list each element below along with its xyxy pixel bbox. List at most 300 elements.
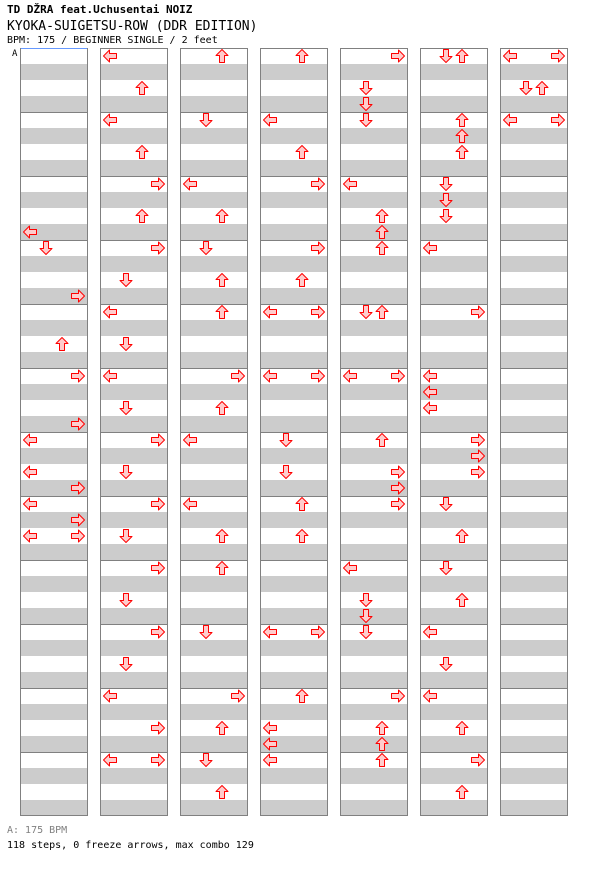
step-arrow-left-icon <box>262 368 278 384</box>
step-arrow-left-icon <box>422 240 438 256</box>
beat-band <box>100 64 168 80</box>
measure-line <box>180 112 248 113</box>
beat-band <box>260 64 328 80</box>
step-arrow-down-icon <box>118 464 134 480</box>
step-arrow-up-icon <box>294 144 310 160</box>
step-arrow-left-icon <box>262 736 278 752</box>
step-arrow-up-icon <box>294 528 310 544</box>
beat-band <box>20 352 88 368</box>
measure-line <box>500 240 568 241</box>
step-arrow-right-icon <box>70 528 86 544</box>
step-arrow-down-icon <box>198 240 214 256</box>
step-arrow-down-icon <box>438 560 454 576</box>
beat-band <box>100 448 168 464</box>
step-arrow-up-icon <box>214 528 230 544</box>
beat-band <box>180 448 248 464</box>
step-arrow-right-icon <box>150 720 166 736</box>
step-arrow-right-icon <box>390 480 406 496</box>
beat-band <box>500 608 568 624</box>
chart-info: BPM: 175 / BEGINNER SINGLE / 2 feet <box>7 35 218 46</box>
measure-line <box>500 624 568 625</box>
step-arrow-down-icon <box>118 336 134 352</box>
step-arrow-up-icon <box>294 688 310 704</box>
step-arrow-up-icon <box>454 128 470 144</box>
measure-line <box>420 496 488 497</box>
beat-band <box>100 512 168 528</box>
beat-band <box>20 576 88 592</box>
step-arrow-left-icon <box>262 752 278 768</box>
measure-line <box>20 240 88 241</box>
step-arrow-left-icon <box>502 48 518 64</box>
step-arrow-right-icon <box>390 368 406 384</box>
beat-band <box>340 160 408 176</box>
step-arrow-right-icon <box>470 432 486 448</box>
step-arrow-left-icon <box>102 688 118 704</box>
step-arrow-right-icon <box>150 496 166 512</box>
beat-band <box>260 96 328 112</box>
step-arrow-right-icon <box>70 512 86 528</box>
beat-band <box>420 288 488 304</box>
step-arrow-down-icon <box>198 112 214 128</box>
step-arrow-down-icon <box>438 496 454 512</box>
beat-band <box>100 800 168 816</box>
measure-line <box>500 496 568 497</box>
beat-band <box>420 640 488 656</box>
step-arrow-right-icon <box>550 112 566 128</box>
step-arrow-right-icon <box>230 688 246 704</box>
step-arrow-right-icon <box>150 624 166 640</box>
step-arrow-down-icon <box>438 656 454 672</box>
measure-line <box>260 432 328 433</box>
beat-band <box>20 704 88 720</box>
measure-line <box>340 112 408 113</box>
measure-line <box>500 176 568 177</box>
beat-band <box>500 288 568 304</box>
step-arrow-up-icon <box>374 208 390 224</box>
measure-line <box>500 752 568 753</box>
step-arrow-right-icon <box>470 752 486 768</box>
beat-band <box>340 288 408 304</box>
beat-band <box>340 128 408 144</box>
beat-band <box>260 608 328 624</box>
beat-band <box>420 224 488 240</box>
step-arrow-right-icon <box>70 416 86 432</box>
step-arrow-down-icon <box>38 240 54 256</box>
step-arrow-left-icon <box>182 496 198 512</box>
beat-band <box>500 576 568 592</box>
step-arrow-left-icon <box>102 368 118 384</box>
beat-band <box>20 736 88 752</box>
beat-band <box>20 192 88 208</box>
step-arrow-left-icon <box>22 496 38 512</box>
step-arrow-down-icon <box>358 608 374 624</box>
measure-line <box>180 240 248 241</box>
step-arrow-left-icon <box>342 368 358 384</box>
beat-band <box>100 192 168 208</box>
step-arrow-left-icon <box>342 176 358 192</box>
step-arrow-left-icon <box>422 384 438 400</box>
step-arrow-down-icon <box>438 176 454 192</box>
beat-band <box>100 128 168 144</box>
beat-band <box>260 224 328 240</box>
step-arrow-left-icon <box>422 624 438 640</box>
beat-band <box>100 352 168 368</box>
beat-band <box>180 800 248 816</box>
beat-band <box>420 512 488 528</box>
step-arrow-up-icon <box>374 224 390 240</box>
beat-band <box>500 352 568 368</box>
step-arrow-right-icon <box>150 432 166 448</box>
bpm-change-line <box>21 48 87 49</box>
step-arrow-up-icon <box>374 304 390 320</box>
beat-band <box>500 640 568 656</box>
step-arrow-left-icon <box>422 368 438 384</box>
beat-band <box>260 384 328 400</box>
beat-band <box>180 384 248 400</box>
step-arrow-right-icon <box>390 464 406 480</box>
beat-band <box>100 608 168 624</box>
beat-band <box>340 320 408 336</box>
beat-band <box>500 192 568 208</box>
beat-band <box>340 416 408 432</box>
step-arrow-right-icon <box>390 48 406 64</box>
beat-band <box>180 576 248 592</box>
chart-column-5 <box>340 48 408 816</box>
step-arrow-down-icon <box>198 752 214 768</box>
beat-band <box>500 160 568 176</box>
step-arrow-left-icon <box>422 688 438 704</box>
beat-band <box>20 128 88 144</box>
chart-column-7 <box>500 48 568 816</box>
chart-column-4 <box>260 48 328 816</box>
beat-band <box>500 384 568 400</box>
beat-band <box>20 672 88 688</box>
step-arrow-right-icon <box>150 752 166 768</box>
beat-band <box>500 768 568 784</box>
chart-column-6 <box>420 48 488 816</box>
beat-band <box>100 256 168 272</box>
beat-band <box>420 256 488 272</box>
beat-band <box>420 800 488 816</box>
beat-band <box>20 640 88 656</box>
step-arrow-left-icon <box>102 752 118 768</box>
step-arrow-down-icon <box>438 48 454 64</box>
step-arrow-left-icon <box>102 112 118 128</box>
beat-band <box>100 640 168 656</box>
beat-band <box>180 768 248 784</box>
beat-band <box>420 544 488 560</box>
step-arrow-left-icon <box>342 560 358 576</box>
song-title: KYOKA-SUIGETSU-ROW (DDR EDITION) <box>7 19 258 34</box>
chart-column-2 <box>100 48 168 816</box>
step-arrow-down-icon <box>358 592 374 608</box>
beat-band <box>340 352 408 368</box>
beat-band <box>500 800 568 816</box>
step-arrow-left-icon <box>502 112 518 128</box>
beat-band <box>500 64 568 80</box>
step-arrow-up-icon <box>454 720 470 736</box>
beat-band <box>420 320 488 336</box>
beat-band <box>340 64 408 80</box>
beat-band <box>340 800 408 816</box>
step-arrow-right-icon <box>310 240 326 256</box>
measure-line <box>20 176 88 177</box>
beat-band <box>340 544 408 560</box>
step-arrow-down-icon <box>358 304 374 320</box>
beat-band <box>260 480 328 496</box>
beat-band <box>340 672 408 688</box>
step-arrow-left-icon <box>262 304 278 320</box>
beat-band <box>180 224 248 240</box>
beat-band <box>420 480 488 496</box>
beat-band <box>20 64 88 80</box>
step-arrow-up-icon <box>294 48 310 64</box>
step-arrow-left-icon <box>102 48 118 64</box>
beat-band <box>260 416 328 432</box>
beat-band <box>500 416 568 432</box>
beat-band <box>180 640 248 656</box>
step-arrow-down-icon <box>358 96 374 112</box>
step-arrow-right-icon <box>310 624 326 640</box>
beat-band <box>420 576 488 592</box>
step-arrow-left-icon <box>22 528 38 544</box>
beat-band <box>260 320 328 336</box>
step-arrow-up-icon <box>214 48 230 64</box>
beat-band <box>420 704 488 720</box>
beat-band <box>180 736 248 752</box>
beat-band <box>420 768 488 784</box>
step-arrow-up-icon <box>294 496 310 512</box>
chart-column-3 <box>180 48 248 816</box>
beat-band <box>100 672 168 688</box>
beat-band <box>100 416 168 432</box>
beat-band <box>500 224 568 240</box>
step-arrow-left-icon <box>22 432 38 448</box>
beat-band <box>340 448 408 464</box>
beat-band <box>180 288 248 304</box>
step-arrow-right-icon <box>70 288 86 304</box>
measure-line <box>340 624 408 625</box>
beat-band <box>260 192 328 208</box>
step-arrow-right-icon <box>470 448 486 464</box>
beat-band <box>420 352 488 368</box>
bpm-legend: A: 175 BPM <box>7 825 68 836</box>
beat-band <box>260 640 328 656</box>
beat-band <box>340 608 408 624</box>
beat-band <box>180 544 248 560</box>
beat-band <box>260 544 328 560</box>
step-arrow-down-icon <box>278 464 294 480</box>
measure-line <box>20 560 88 561</box>
beat-band <box>180 672 248 688</box>
step-arrow-up-icon <box>454 112 470 128</box>
step-arrow-down-icon <box>118 400 134 416</box>
beat-band <box>340 384 408 400</box>
beat-band <box>500 544 568 560</box>
beat-band <box>100 480 168 496</box>
step-arrow-right-icon <box>310 304 326 320</box>
beat-band <box>180 192 248 208</box>
beat-band <box>20 96 88 112</box>
beat-band <box>420 64 488 80</box>
beat-band <box>20 608 88 624</box>
beat-band <box>180 352 248 368</box>
measure-line <box>260 560 328 561</box>
step-arrow-right-icon <box>470 464 486 480</box>
beat-band <box>100 288 168 304</box>
beat-band <box>260 704 328 720</box>
beat-band <box>420 416 488 432</box>
step-arrow-left-icon <box>262 624 278 640</box>
step-arrow-up-icon <box>134 208 150 224</box>
step-arrow-right-icon <box>390 496 406 512</box>
step-arrow-up-icon <box>214 208 230 224</box>
step-arrow-down-icon <box>438 192 454 208</box>
beat-band <box>500 736 568 752</box>
step-arrow-up-icon <box>214 304 230 320</box>
step-arrow-up-icon <box>534 80 550 96</box>
beat-band <box>20 544 88 560</box>
step-arrow-right-icon <box>470 304 486 320</box>
beat-band <box>420 736 488 752</box>
beat-band <box>260 448 328 464</box>
beat-band <box>100 224 168 240</box>
step-arrow-left-icon <box>22 224 38 240</box>
step-arrow-right-icon <box>150 240 166 256</box>
beat-band <box>260 352 328 368</box>
step-arrow-right-icon <box>150 560 166 576</box>
beat-band <box>20 320 88 336</box>
beat-band <box>100 384 168 400</box>
beat-band <box>180 160 248 176</box>
step-arrow-down-icon <box>518 80 534 96</box>
beat-band <box>260 576 328 592</box>
beat-band <box>500 512 568 528</box>
step-arrow-right-icon <box>150 176 166 192</box>
step-arrow-left-icon <box>182 176 198 192</box>
step-arrow-up-icon <box>454 592 470 608</box>
bpm-marker: A <box>12 49 18 59</box>
beat-band <box>420 608 488 624</box>
step-arrow-down-icon <box>358 80 374 96</box>
beat-band <box>180 256 248 272</box>
step-arrow-down-icon <box>358 112 374 128</box>
step-arrow-right-icon <box>550 48 566 64</box>
beat-band <box>100 704 168 720</box>
step-arrow-up-icon <box>374 720 390 736</box>
measure-line <box>500 432 568 433</box>
step-arrow-down-icon <box>358 624 374 640</box>
beat-band <box>340 640 408 656</box>
step-arrow-up-icon <box>454 528 470 544</box>
step-arrow-down-icon <box>438 208 454 224</box>
step-arrow-up-icon <box>454 48 470 64</box>
measure-line <box>420 176 488 177</box>
beat-band <box>100 544 168 560</box>
measure-line <box>180 752 248 753</box>
beat-band <box>20 384 88 400</box>
step-arrow-right-icon <box>230 368 246 384</box>
step-arrow-left-icon <box>262 720 278 736</box>
chart-column-1 <box>20 48 88 816</box>
step-arrow-down-icon <box>278 432 294 448</box>
step-arrow-left-icon <box>262 112 278 128</box>
beat-band <box>100 576 168 592</box>
beat-band <box>100 736 168 752</box>
step-arrow-down-icon <box>118 528 134 544</box>
beat-band <box>100 160 168 176</box>
step-arrow-up-icon <box>214 400 230 416</box>
step-arrow-up-icon <box>374 432 390 448</box>
step-arrow-up-icon <box>374 240 390 256</box>
step-arrow-down-icon <box>198 624 214 640</box>
measure-line <box>20 304 88 305</box>
beat-band <box>500 704 568 720</box>
beat-band <box>180 64 248 80</box>
beat-band <box>340 256 408 272</box>
beat-band <box>180 704 248 720</box>
step-arrow-right-icon <box>70 480 86 496</box>
step-arrow-up-icon <box>214 720 230 736</box>
step-arrow-up-icon <box>214 560 230 576</box>
beat-band <box>260 512 328 528</box>
beat-band <box>420 672 488 688</box>
beat-band <box>420 192 488 208</box>
beat-band <box>420 160 488 176</box>
beat-band <box>500 480 568 496</box>
beat-band <box>500 128 568 144</box>
step-arrow-left-icon <box>22 464 38 480</box>
step-arrow-right-icon <box>310 176 326 192</box>
beat-band <box>500 256 568 272</box>
beat-band <box>100 96 168 112</box>
beat-band <box>180 608 248 624</box>
step-arrow-down-icon <box>118 592 134 608</box>
beat-band <box>260 288 328 304</box>
measure-line <box>20 624 88 625</box>
measure-line <box>180 624 248 625</box>
measure-line <box>20 752 88 753</box>
beat-band <box>180 416 248 432</box>
beat-band <box>500 672 568 688</box>
beat-band <box>180 480 248 496</box>
step-arrow-up-icon <box>374 752 390 768</box>
step-arrow-down-icon <box>118 272 134 288</box>
beat-band <box>260 800 328 816</box>
beat-band <box>500 448 568 464</box>
beat-band <box>500 320 568 336</box>
beat-band <box>100 768 168 784</box>
beat-band <box>340 576 408 592</box>
beat-band <box>20 800 88 816</box>
beat-band <box>340 192 408 208</box>
beat-band <box>20 160 88 176</box>
step-arrow-left-icon <box>422 400 438 416</box>
beat-band <box>500 96 568 112</box>
step-arrow-up-icon <box>374 736 390 752</box>
step-arrow-up-icon <box>454 784 470 800</box>
measure-line <box>500 688 568 689</box>
step-arrow-up-icon <box>134 144 150 160</box>
beat-band <box>180 320 248 336</box>
measure-line <box>500 368 568 369</box>
beat-band <box>180 128 248 144</box>
step-arrow-up-icon <box>214 784 230 800</box>
beat-band <box>20 768 88 784</box>
step-arrow-right-icon <box>390 688 406 704</box>
measure-line <box>20 112 88 113</box>
beat-band <box>260 768 328 784</box>
